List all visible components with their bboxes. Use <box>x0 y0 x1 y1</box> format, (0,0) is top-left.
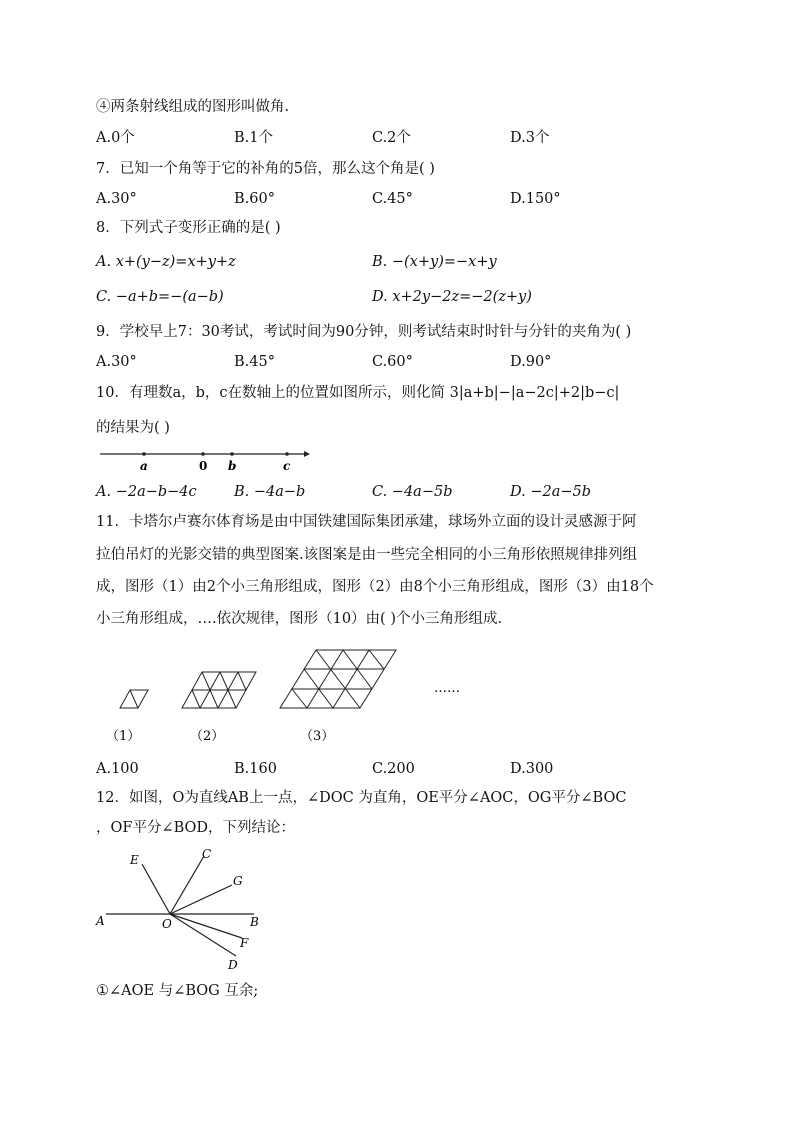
pattern-ellipsis: …… <box>434 681 460 696</box>
q8-option-c: C. −a+b=−(a−b) <box>96 289 224 305</box>
q10-option-d: D. −2a−5b <box>510 484 592 500</box>
q6-option-d: D.3个 <box>510 130 550 146</box>
q10-option-a: A. −2a−b−4c <box>96 484 197 500</box>
number-line-arrow <box>304 451 310 457</box>
q11-line-4: 小三角形组成，….依次规律，图形（10）由( )个小三角形组成. <box>96 611 503 627</box>
q8-option-a: A. x+(y−z)=x+y+z <box>96 254 236 270</box>
q6-option-b: B.1个 <box>234 130 273 146</box>
q7-option-d: D.150° <box>510 191 561 207</box>
point-c-dot <box>285 452 289 456</box>
figure-label-3: （3） <box>300 729 335 744</box>
q9-option-a: A.30° <box>96 354 137 370</box>
label-c: C <box>202 847 212 861</box>
angle-figure <box>92 842 272 974</box>
label-b: B <box>250 915 259 929</box>
point-0-dot <box>201 452 205 456</box>
q7-option-c: C.45° <box>372 191 413 207</box>
label-f: F <box>240 936 249 950</box>
figure-label-2: （2） <box>190 729 225 744</box>
q6-option-a: A.0个 <box>96 130 135 146</box>
q6-option-c: C.2个 <box>372 130 411 146</box>
axis-label-b: b <box>228 459 237 473</box>
q6-item4: ④两条射线组成的图形叫做角. <box>96 99 290 115</box>
q9-option-b: B.45° <box>234 354 275 370</box>
triangle-figure-1 <box>120 690 148 708</box>
q7-option-b: B.60° <box>234 191 275 207</box>
ray-of <box>170 914 242 938</box>
ray-og <box>170 885 232 914</box>
q11-option-b: B.160 <box>234 761 277 777</box>
q12-line-2: ，OF平分∠BOD，下列结论： <box>96 820 296 836</box>
triangle-figure-3 <box>280 650 396 708</box>
q10-stem-continued: 的结果为( ) <box>96 420 170 436</box>
q9-option-c: C.60° <box>372 354 413 370</box>
number-line-figure <box>96 445 312 473</box>
q9-stem: 9．学校早上7：30考试，考试时间为90分钟，则考试结束时时针与分针的夹角为( ) <box>96 324 632 340</box>
point-b-dot <box>230 452 234 456</box>
q9-option-d: D.90° <box>510 354 552 370</box>
q11-line-1: 11．卡塔尔卢赛尔体育场是由中国铁建国际集团承建，球场外立面的设计灵感源于阿 <box>96 514 637 530</box>
axis-label-c: c <box>283 459 291 473</box>
q11-option-a: A.100 <box>96 761 139 777</box>
axis-label-0: 0 <box>199 459 208 473</box>
q10-option-c: C. −4a−5b <box>372 484 453 500</box>
triangle-figure-2 <box>182 672 256 708</box>
label-a: A <box>96 914 105 928</box>
q12-line-1: 12．如图，O为直线AB上一点，∠DOC 为直角，OE平分∠AOC，OG平分∠BOC <box>96 790 627 806</box>
ray-od <box>170 914 236 956</box>
q11-option-d: D.300 <box>510 761 554 777</box>
ray-oc <box>170 856 204 914</box>
point-a-dot <box>142 452 146 456</box>
label-d: D <box>228 958 238 972</box>
q10-stem: 10．有理数a，b，c在数轴上的位置如图所示，则化简 3|a+b|−|a−2c|+2|b−c| <box>96 385 620 401</box>
q11-line-2: 拉伯吊灯的光影交错的典型图案.该图案是由一些完全相同的小三角形依照规律排列组 <box>96 547 638 563</box>
triangle-pattern-figures <box>100 645 480 755</box>
label-g: G <box>233 874 243 888</box>
q11-line-3: 成，图形（1）由2个小三角形组成，图形（2）由8个小三角形组成，图形（3）由18个 <box>96 579 654 595</box>
q7-option-a: A.30° <box>96 191 137 207</box>
q8-stem: 8．下列式子变形正确的是( ) <box>96 220 281 236</box>
ray-oe <box>142 864 170 914</box>
q12-conclusion-1: ①∠AOE 与∠BOG 互余; <box>96 983 259 999</box>
label-e: E <box>130 853 139 867</box>
q7-stem: 7．已知一个角等于它的补角的5倍，那么这个角是( ) <box>96 161 435 177</box>
q11-option-c: C.200 <box>372 761 415 777</box>
q10-option-b: B. −4a−b <box>234 484 306 500</box>
q8-option-d: D. x+2y−2z=−2(z+y) <box>372 289 532 305</box>
q8-option-b: B. −(x+y)=−x+y <box>372 254 497 270</box>
label-o: O <box>162 917 172 931</box>
axis-label-a: a <box>140 459 148 473</box>
figure-label-1: （1） <box>106 729 141 744</box>
